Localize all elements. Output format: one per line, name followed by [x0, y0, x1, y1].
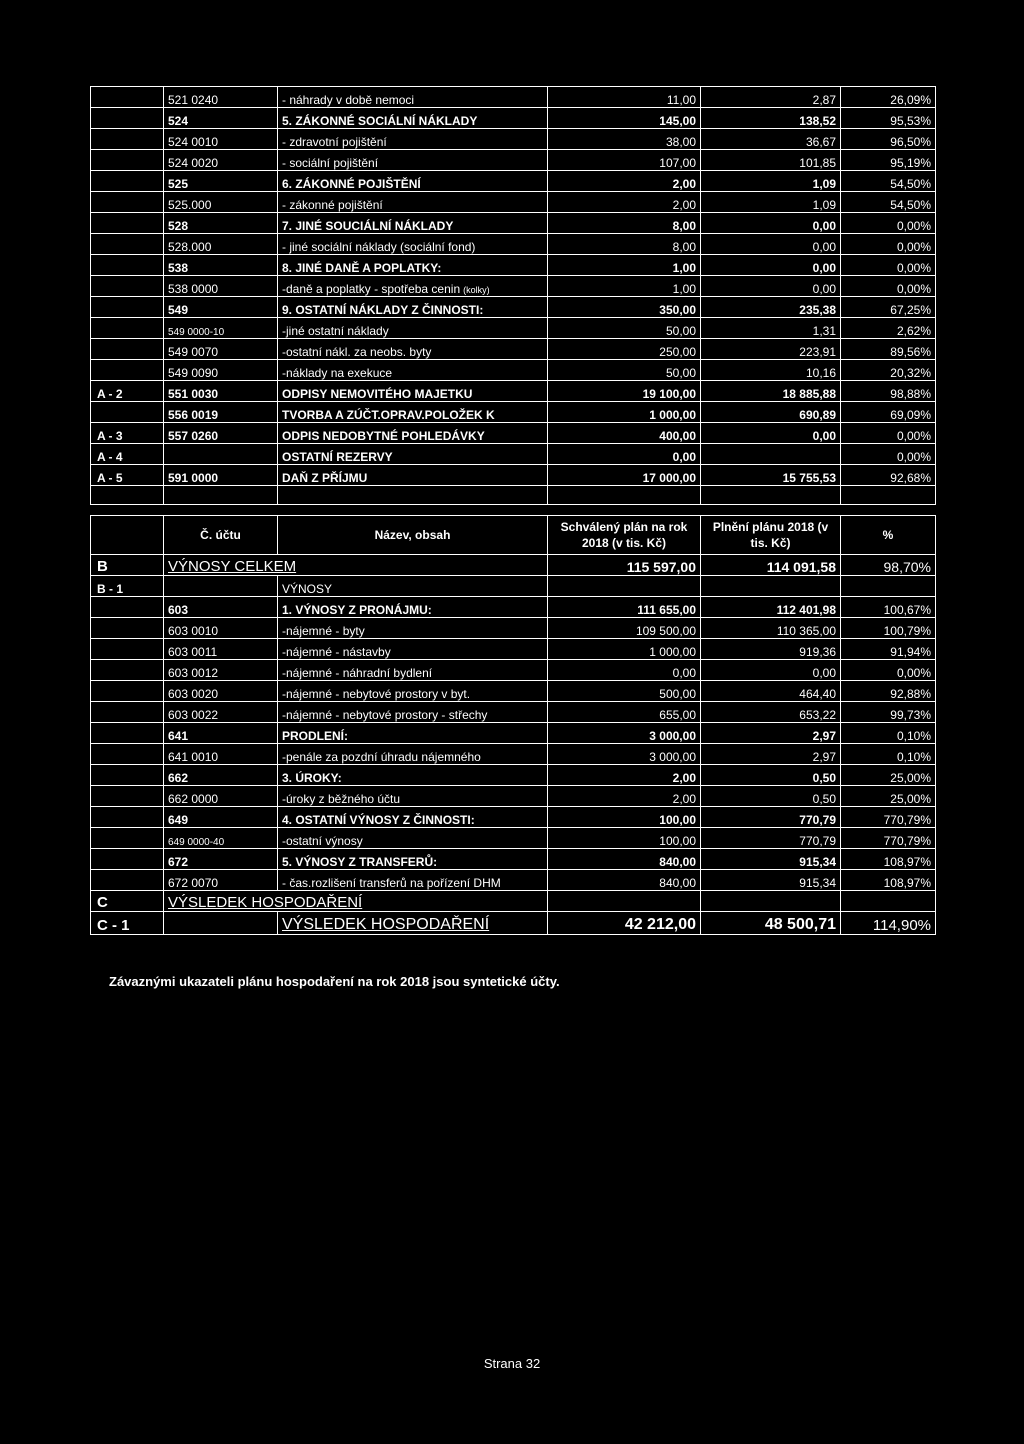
- planned-value: 100,00: [548, 828, 701, 849]
- planned-value: 2,00: [548, 786, 701, 807]
- section-label: [91, 402, 164, 423]
- section-label: [91, 723, 164, 744]
- table-row: [91, 744, 936, 765]
- section-label: C - 1: [91, 912, 164, 935]
- row-name: -nájemné - náhradní bydlení: [278, 660, 548, 681]
- section-label: [91, 639, 164, 660]
- planned-value: 2,00: [548, 171, 701, 192]
- percent-value: 95,19%: [841, 150, 936, 171]
- table-row: [91, 402, 936, 423]
- account-code: 591 0000: [164, 465, 278, 486]
- section-label: [91, 360, 164, 381]
- account-code: 528: [164, 213, 278, 234]
- header-account-code: Č. účtu: [164, 516, 278, 555]
- account-code: 524: [164, 108, 278, 129]
- percent-value: [841, 576, 936, 597]
- percent-value: 54,50%: [841, 192, 936, 213]
- row-name: -nájemné - nástavby: [278, 639, 548, 660]
- actual-value: 915,34: [701, 849, 841, 870]
- table-row: [91, 444, 936, 465]
- row-name: 5. VÝNOSY Z TRANSFERŮ:: [278, 849, 548, 870]
- planned-value: 115 597,00: [548, 555, 701, 576]
- section-label: A - 3: [91, 423, 164, 444]
- actual-value: 1,09: [701, 171, 841, 192]
- row-name: -penále za pozdní úhradu nájemného: [278, 744, 548, 765]
- row-name: ODPISY NEMOVITÉHO MAJETKU: [278, 381, 548, 402]
- planned-value: 655,00: [548, 702, 701, 723]
- actual-value: 10,16: [701, 360, 841, 381]
- planned-value: 500,00: [548, 681, 701, 702]
- account-code: 549: [164, 297, 278, 318]
- account-code: 641: [164, 723, 278, 744]
- account-code: 538: [164, 255, 278, 276]
- table-row: [91, 870, 936, 891]
- table-row: [91, 618, 936, 639]
- binding-indicators-note: Závaznými ukazateli plánu hospodaření na rok 2018 jsou syntetické účty.: [109, 974, 560, 989]
- percent-value: 89,56%: [841, 339, 936, 360]
- account-code: 603 0020: [164, 681, 278, 702]
- planned-value: 107,00: [548, 150, 701, 171]
- table-row: [91, 786, 936, 807]
- actual-value: 2,97: [701, 723, 841, 744]
- actual-value: 0,00: [701, 423, 841, 444]
- row-name: -ostatní výnosy: [278, 828, 548, 849]
- account-code: [164, 912, 278, 935]
- account-code: [164, 444, 278, 465]
- table-row: [91, 192, 936, 213]
- row-name: -ostatní nákl. za neobs. byty: [278, 339, 548, 360]
- account-code: 603 0022: [164, 702, 278, 723]
- row-name: -jiné ostatní náklady: [278, 318, 548, 339]
- planned-value: 42 212,00: [548, 912, 701, 935]
- account-code: 525.000: [164, 192, 278, 213]
- table-row: [91, 465, 936, 486]
- percent-value: 96,50%: [841, 129, 936, 150]
- table-row: [91, 807, 936, 828]
- page-number: Strana 32: [483, 1356, 541, 1371]
- account-code: 538 0000: [164, 276, 278, 297]
- account-code: 649: [164, 807, 278, 828]
- actual-value: 235,38: [701, 297, 841, 318]
- table-row: [91, 723, 936, 744]
- table-row: [91, 423, 936, 444]
- costs-table: [90, 86, 936, 505]
- actual-value: 0,00: [701, 213, 841, 234]
- section-label: [91, 108, 164, 129]
- actual-value: 0,50: [701, 765, 841, 786]
- percent-value: 114,90%: [841, 912, 936, 935]
- header-spacer: [91, 516, 164, 555]
- actual-value: 18 885,88: [701, 381, 841, 402]
- planned-value: 50,00: [548, 360, 701, 381]
- percent-value: 92,88%: [841, 681, 936, 702]
- actual-value: 15 755,53: [701, 465, 841, 486]
- percent-value: 91,94%: [841, 639, 936, 660]
- section-label: A - 5: [91, 465, 164, 486]
- planned-value: 145,00: [548, 108, 701, 129]
- account-code: 549 0000-10: [164, 318, 278, 339]
- section-label: [91, 255, 164, 276]
- section-label: [91, 318, 164, 339]
- table-row: [91, 597, 936, 618]
- actual-value: 919,36: [701, 639, 841, 660]
- section-label: [91, 213, 164, 234]
- actual-value: 0,00: [701, 255, 841, 276]
- table-row: [91, 234, 936, 255]
- account-code: 524 0010: [164, 129, 278, 150]
- percent-value: 25,00%: [841, 765, 936, 786]
- table-row: [91, 318, 936, 339]
- percent-value: 770,79%: [841, 828, 936, 849]
- row-name: VÝNOSY: [278, 576, 548, 597]
- row-name: 5. ZÁKONNÉ SOCIÁLNÍ NÁKLADY: [278, 108, 548, 129]
- percent-value: 25,00%: [841, 786, 936, 807]
- table-row: [91, 381, 936, 402]
- row-name: VÝSLEDEK HOSPODAŘENÍ: [278, 912, 548, 935]
- section-label: [91, 702, 164, 723]
- row-name: - čas.rozlišení transferů na pořízení DHM: [278, 870, 548, 891]
- percent-value: 95,53%: [841, 108, 936, 129]
- row-name: - zákonné pojištění: [278, 192, 548, 213]
- row-name: OSTATNÍ REZERVY: [278, 444, 548, 465]
- section-label: C: [91, 891, 164, 912]
- row-name: [278, 276, 548, 297]
- account-code: 662 0000: [164, 786, 278, 807]
- percent-value: 67,25%: [841, 297, 936, 318]
- actual-value: 464,40: [701, 681, 841, 702]
- actual-value: 690,89: [701, 402, 841, 423]
- row-name: -náklady na exekuce: [278, 360, 548, 381]
- section-label: [91, 297, 164, 318]
- percent-value: 100,79%: [841, 618, 936, 639]
- percent-value: [841, 891, 936, 912]
- row-name: 8. JINÉ DANĚ A POPLATKY:: [278, 255, 548, 276]
- table-row: [91, 555, 936, 576]
- section-label: [91, 660, 164, 681]
- table-row: [91, 108, 936, 129]
- planned-value: 1 000,00: [548, 639, 701, 660]
- section-label: [91, 765, 164, 786]
- actual-value: 110 365,00: [701, 618, 841, 639]
- actual-value: 0,00: [701, 234, 841, 255]
- actual-value: 770,79: [701, 807, 841, 828]
- account-code: 672: [164, 849, 278, 870]
- table-row: [91, 912, 936, 935]
- table-row: [91, 660, 936, 681]
- percent-value: 0,00%: [841, 276, 936, 297]
- actual-value: [701, 891, 841, 912]
- section-label: [91, 87, 164, 108]
- percent-value: 0,10%: [841, 723, 936, 744]
- planned-value: 3 000,00: [548, 744, 701, 765]
- row-name: -úroky z běžného účtu: [278, 786, 548, 807]
- header-plan: Schválený plán na rok 2018 (v tis. Kč): [548, 516, 701, 555]
- table-row: [91, 576, 936, 597]
- header-actual: Plnění plánu 2018 (v tis. Kč): [701, 516, 841, 555]
- account-code: 528.000: [164, 234, 278, 255]
- planned-value: 2,00: [548, 765, 701, 786]
- row-name: 4. OSTATNÍ VÝNOSY Z ČINNOSTI:: [278, 807, 548, 828]
- row-name-suffix: (kolky): [463, 284, 490, 295]
- percent-value: 770,79%: [841, 807, 936, 828]
- percent-value: 108,97%: [841, 870, 936, 891]
- table-row: [91, 150, 936, 171]
- table-row: [91, 828, 936, 849]
- row-name: - zdravotní pojištění: [278, 129, 548, 150]
- table-row: [91, 765, 936, 786]
- table-row: [91, 87, 936, 108]
- row-name: -nájemné - byty: [278, 618, 548, 639]
- planned-value: 2,00: [548, 192, 701, 213]
- header-name: Název, obsah: [278, 516, 548, 555]
- section-label: B: [91, 555, 164, 576]
- section-label: [91, 171, 164, 192]
- account-code: 662: [164, 765, 278, 786]
- percent-value: 0,00%: [841, 444, 936, 465]
- account-code: 549 0090: [164, 360, 278, 381]
- section-label: [91, 234, 164, 255]
- table-row: [91, 681, 936, 702]
- row-name: - sociální pojištění: [278, 150, 548, 171]
- row-name: 3. ÚROKY:: [278, 765, 548, 786]
- actual-value: 223,91: [701, 339, 841, 360]
- planned-value: 19 100,00: [548, 381, 701, 402]
- account-code: 557 0260: [164, 423, 278, 444]
- percent-value: 98,70%: [841, 555, 936, 576]
- section-label: [91, 597, 164, 618]
- account-code: 603 0011: [164, 639, 278, 660]
- planned-value: 8,00: [548, 213, 701, 234]
- section-label: [91, 744, 164, 765]
- percent-value: 26,09%: [841, 87, 936, 108]
- actual-value: 770,79: [701, 828, 841, 849]
- section-label: [91, 849, 164, 870]
- percent-value: 20,32%: [841, 360, 936, 381]
- section-label: B - 1: [91, 576, 164, 597]
- actual-value: 48 500,71: [701, 912, 841, 935]
- percent-value: 0,00%: [841, 213, 936, 234]
- actual-value: 2,87: [701, 87, 841, 108]
- percent-value: 0,00%: [841, 255, 936, 276]
- percent-value: 92,68%: [841, 465, 936, 486]
- row-name: -nájemné - nebytové prostory - střechy: [278, 702, 548, 723]
- section-label: [91, 618, 164, 639]
- percent-value: 2,62%: [841, 318, 936, 339]
- percent-value: 54,50%: [841, 171, 936, 192]
- account-code: 549 0070: [164, 339, 278, 360]
- percent-value: 69,09%: [841, 402, 936, 423]
- row-name: PRODLENÍ:: [278, 723, 548, 744]
- row-name: 6. ZÁKONNÉ POJIŠTĚNÍ: [278, 171, 548, 192]
- planned-value: 100,00: [548, 807, 701, 828]
- planned-value: [548, 576, 701, 597]
- section-label: A - 4: [91, 444, 164, 465]
- percent-value: 108,97%: [841, 849, 936, 870]
- account-code: 551 0030: [164, 381, 278, 402]
- actual-value: 112 401,98: [701, 597, 841, 618]
- row-name: VÝNOSY CELKEM: [164, 555, 548, 576]
- actual-value: 2,97: [701, 744, 841, 765]
- row-name: DAŇ Z PŘÍJMU: [278, 465, 548, 486]
- planned-value: 1,00: [548, 276, 701, 297]
- account-code: 556 0019: [164, 402, 278, 423]
- row-name: VÝSLEDEK HOSPODAŘENÍ: [164, 891, 548, 912]
- account-code: 672 0070: [164, 870, 278, 891]
- row-name: -nájemné - nebytové prostory v byt.: [278, 681, 548, 702]
- actual-value: 1,31: [701, 318, 841, 339]
- table-row: [91, 339, 936, 360]
- planned-value: 11,00: [548, 87, 701, 108]
- planned-value: 840,00: [548, 849, 701, 870]
- account-code: 641 0010: [164, 744, 278, 765]
- percent-value: 99,73%: [841, 702, 936, 723]
- actual-value: 1,09: [701, 192, 841, 213]
- account-code: 525: [164, 171, 278, 192]
- section-label: [91, 339, 164, 360]
- planned-value: 3 000,00: [548, 723, 701, 744]
- section-label: [91, 129, 164, 150]
- spacer-row: [91, 486, 936, 505]
- planned-value: 250,00: [548, 339, 701, 360]
- account-code: 649 0000-40: [164, 828, 278, 849]
- planned-value: 840,00: [548, 870, 701, 891]
- section-label: [91, 786, 164, 807]
- account-code: 603 0012: [164, 660, 278, 681]
- section-label: [91, 681, 164, 702]
- actual-value: [701, 444, 841, 465]
- section-label: [91, 276, 164, 297]
- row-name: 1. VÝNOSY Z PRONÁJMU:: [278, 597, 548, 618]
- planned-value: 0,00: [548, 660, 701, 681]
- planned-value: 400,00: [548, 423, 701, 444]
- planned-value: 1 000,00: [548, 402, 701, 423]
- actual-value: 0,50: [701, 786, 841, 807]
- planned-value: 50,00: [548, 318, 701, 339]
- header-percent: %: [841, 516, 936, 555]
- section-label: [91, 828, 164, 849]
- percent-value: 100,67%: [841, 597, 936, 618]
- account-code: 603 0010: [164, 618, 278, 639]
- budget-sheet: [90, 86, 935, 935]
- table-row: [91, 297, 936, 318]
- section-label: [91, 807, 164, 828]
- table-row: [91, 276, 936, 297]
- account-code: 524 0020: [164, 150, 278, 171]
- section-label: [91, 192, 164, 213]
- planned-value: 350,00: [548, 297, 701, 318]
- row-name: ODPIS NEDOBYTNÉ POHLEDÁVKY: [278, 423, 548, 444]
- percent-value: 0,00%: [841, 660, 936, 681]
- table-row: [91, 702, 936, 723]
- row-name: - jiné sociální náklady (sociální fond): [278, 234, 548, 255]
- section-label: A - 2: [91, 381, 164, 402]
- row-name: 7. JINÉ SOUCIÁLNÍ NÁKLADY: [278, 213, 548, 234]
- actual-value: 101,85: [701, 150, 841, 171]
- planned-value: [548, 891, 701, 912]
- section-label: [91, 870, 164, 891]
- table-row: [91, 360, 936, 381]
- table-row: [91, 891, 936, 912]
- account-code: 521 0240: [164, 87, 278, 108]
- table-row: [91, 639, 936, 660]
- actual-value: 138,52: [701, 108, 841, 129]
- table-row: [91, 213, 936, 234]
- planned-value: 111 655,00: [548, 597, 701, 618]
- account-code: [164, 576, 278, 597]
- planned-value: 8,00: [548, 234, 701, 255]
- actual-value: 0,00: [701, 276, 841, 297]
- row-name: 9. OSTATNÍ NÁKLADY Z ČINNOSTI:: [278, 297, 548, 318]
- planned-value: 17 000,00: [548, 465, 701, 486]
- planned-value: 0,00: [548, 444, 701, 465]
- percent-value: 98,88%: [841, 381, 936, 402]
- row-name: TVORBA A ZÚČT.OPRAV.POLOŽEK K: [278, 402, 548, 423]
- actual-value: 915,34: [701, 870, 841, 891]
- revenue-table: [90, 515, 936, 935]
- table-header-row: [91, 516, 936, 555]
- actual-value: 0,00: [701, 660, 841, 681]
- percent-value: 0,00%: [841, 234, 936, 255]
- table-row: [91, 849, 936, 870]
- row-name-text: -daně a poplatky - spotřeba cenin: [282, 281, 461, 296]
- actual-value: 653,22: [701, 702, 841, 723]
- planned-value: 38,00: [548, 129, 701, 150]
- table-row: [91, 171, 936, 192]
- table-row: [91, 129, 936, 150]
- table-row: [91, 255, 936, 276]
- percent-value: 0,10%: [841, 744, 936, 765]
- actual-value: 36,67: [701, 129, 841, 150]
- planned-value: 109 500,00: [548, 618, 701, 639]
- row-name: - náhrady v době nemoci: [278, 87, 548, 108]
- planned-value: 1,00: [548, 255, 701, 276]
- actual-value: [701, 576, 841, 597]
- account-code: 603: [164, 597, 278, 618]
- section-label: [91, 150, 164, 171]
- percent-value: 0,00%: [841, 423, 936, 444]
- actual-value: 114 091,58: [701, 555, 841, 576]
